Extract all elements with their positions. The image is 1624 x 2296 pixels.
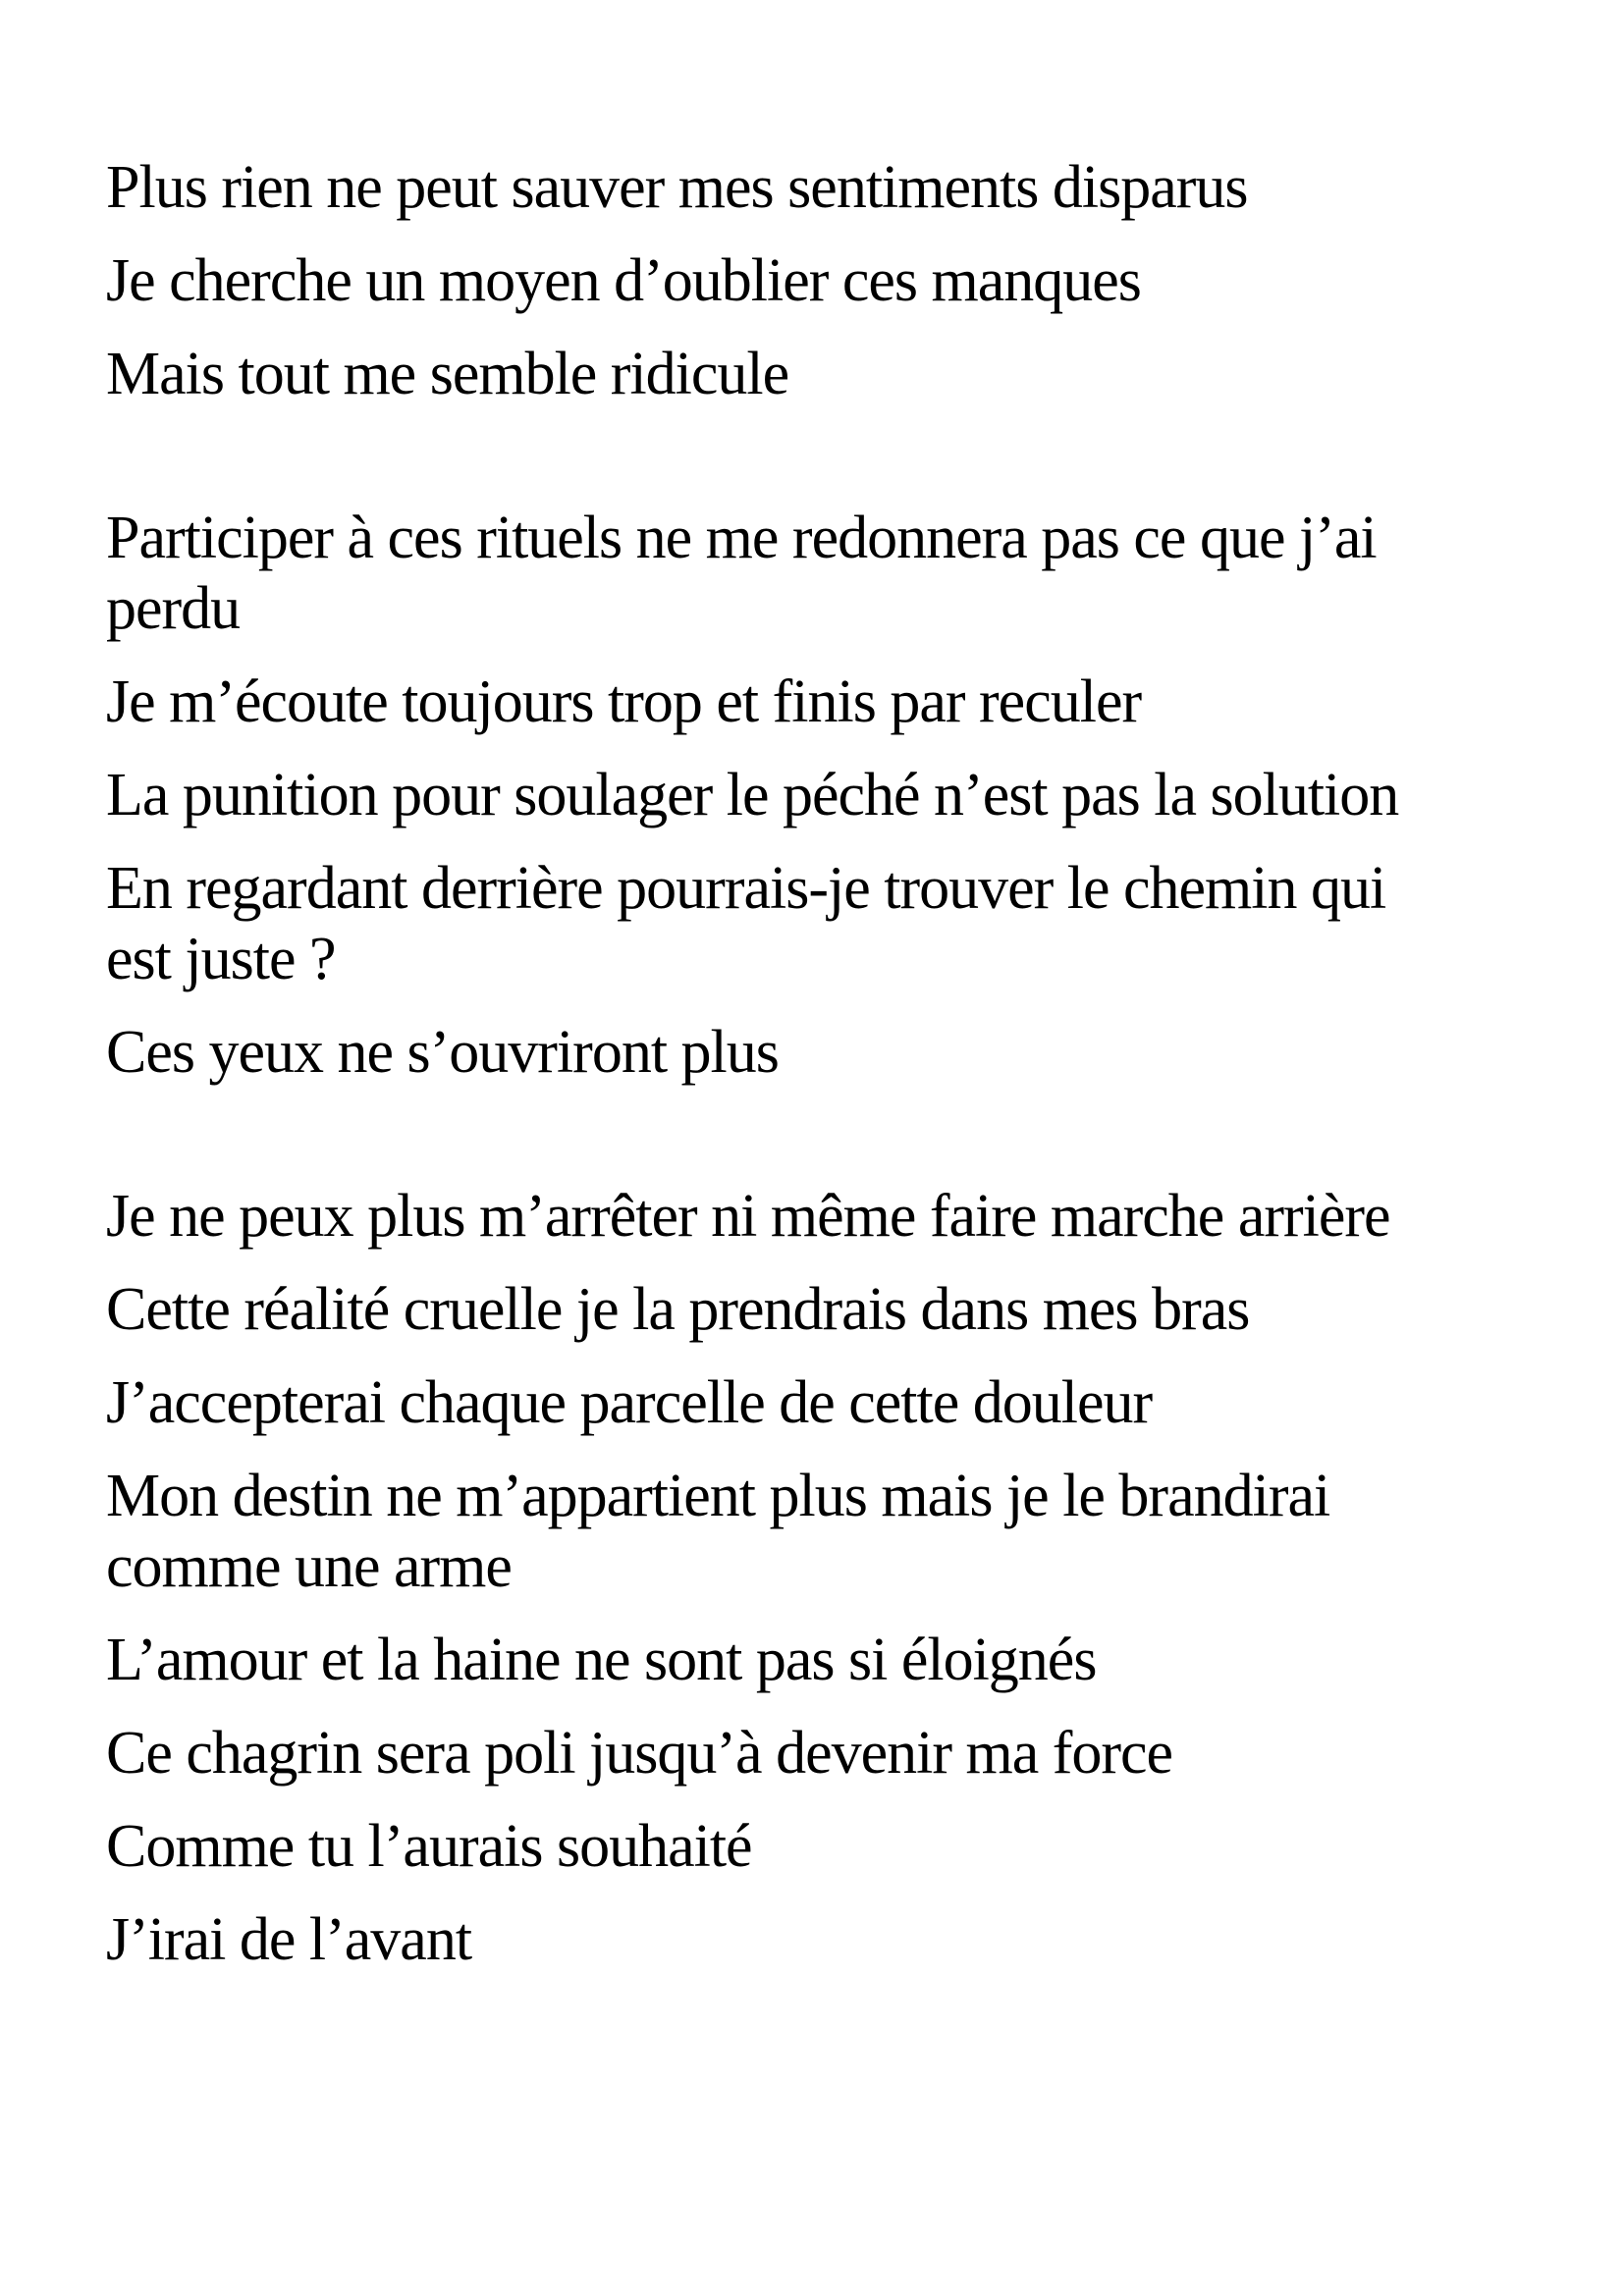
- poem-line: Cette réalité cruelle je la prendrais dans mes bras: [106, 1276, 1250, 1343]
- poem-line: En regardant derrière pourrais-je trouver le chemin qui: [106, 855, 1386, 922]
- poem-line: Participer à ces rituels ne me redonnera pas ce que j’ai: [106, 505, 1377, 571]
- poem-paragraph: [106, 1367, 1520, 1438]
- poem-paragraph: [106, 245, 1520, 316]
- stanza: [106, 1181, 1520, 1975]
- poem-text: [106, 152, 1520, 2068]
- poem-paragraph: [106, 1625, 1520, 1695]
- poem-line: Mon destin ne m’appartient plus mais je le brandirai: [106, 1463, 1330, 1529]
- poem-line: J’irai de l’avant: [106, 1906, 472, 1973]
- poem-paragraph: [106, 1718, 1520, 1789]
- poem-paragraph: [106, 667, 1520, 737]
- poem-paragraph: [106, 503, 1520, 644]
- poem-line: Mais tout me semble ridicule: [106, 341, 789, 407]
- poem-paragraph: [106, 152, 1520, 223]
- poem-paragraph: [106, 1274, 1520, 1345]
- poem-line: est juste ?: [106, 926, 336, 992]
- poem-paragraph: [106, 1461, 1520, 1602]
- poem-line: L’amour et la haine ne sont pas si éloignés: [106, 1627, 1097, 1693]
- poem-line: Ce chagrin sera poli jusqu’à devenir ma force: [106, 1720, 1173, 1787]
- poem-paragraph: [106, 1017, 1520, 1088]
- stanza: [106, 503, 1520, 1088]
- poem-paragraph: [106, 1181, 1520, 1252]
- poem-line: Je m’écoute toujours trop et finis par reculer: [106, 668, 1142, 735]
- poem-line: Ces yeux ne s’ouvriront plus: [106, 1019, 779, 1086]
- poem-line: J’accepterai chaque parcelle de cette douleur: [106, 1369, 1153, 1436]
- poem-paragraph: [106, 1811, 1520, 1882]
- poem-line: Plus rien ne peut sauver mes sentiments disparus: [106, 154, 1248, 221]
- poem-paragraph: [106, 1904, 1520, 1975]
- poem-paragraph: [106, 339, 1520, 409]
- poem-line: comme une arme: [106, 1533, 512, 1600]
- stanza: [106, 152, 1520, 409]
- poem-line: Comme tu l’aurais souhaité: [106, 1813, 752, 1880]
- poem-line: Je ne peux plus m’arrêter ni même faire marche arrière: [106, 1183, 1390, 1250]
- poem-paragraph: [106, 853, 1520, 994]
- poem-line: La punition pour soulager le péché n’est pas la solution: [106, 762, 1399, 828]
- poem-line: Je cherche un moyen d’oublier ces manques: [106, 247, 1141, 314]
- poem-line: perdu: [106, 575, 241, 642]
- poem-paragraph: [106, 760, 1520, 830]
